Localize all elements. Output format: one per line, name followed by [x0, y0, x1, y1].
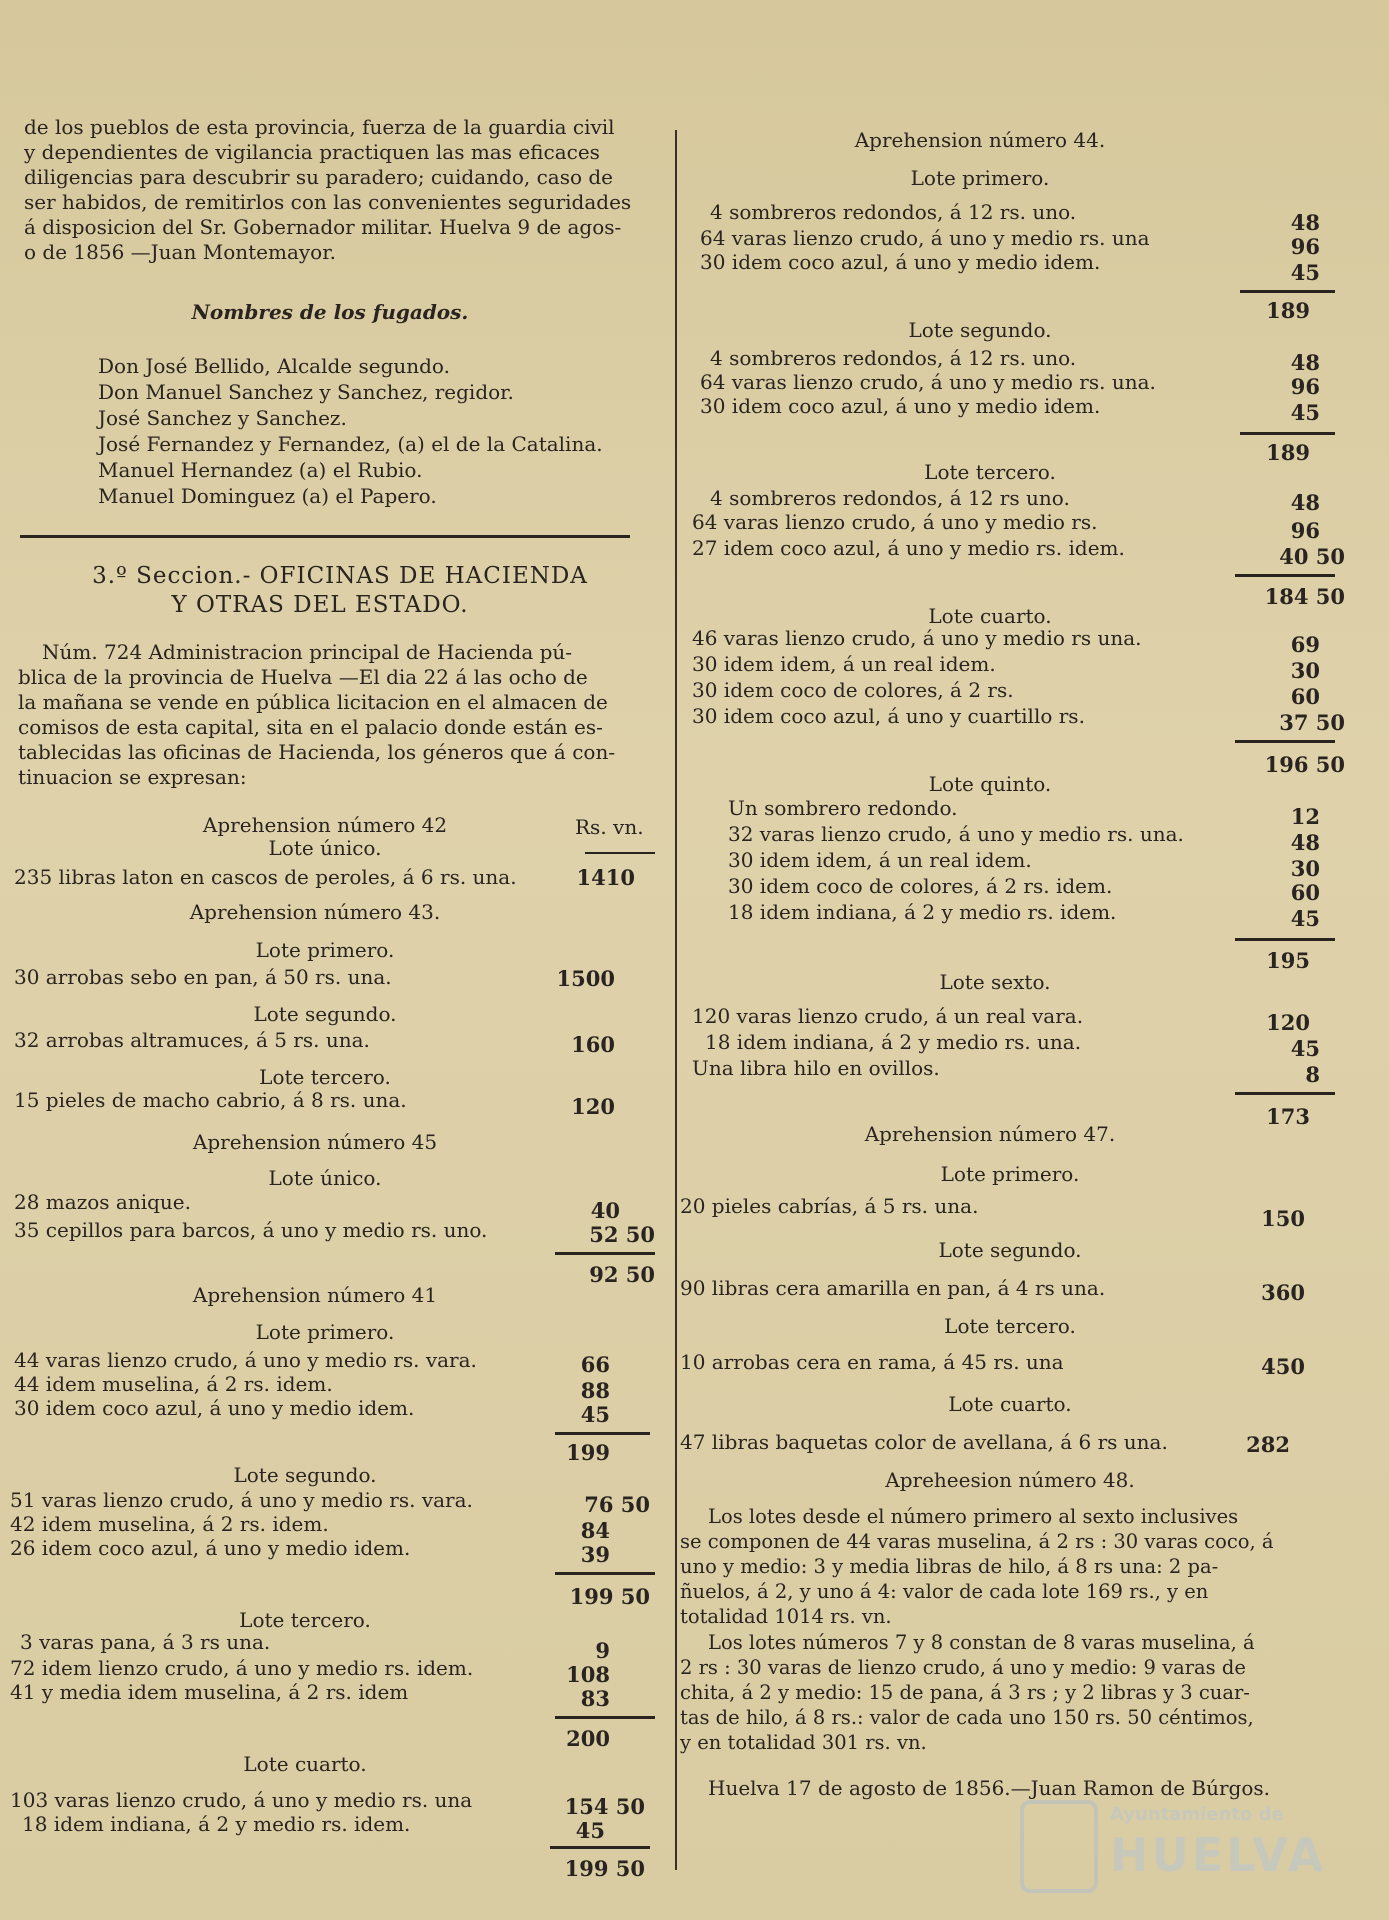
total-amount: 199 50 [564, 1856, 645, 1881]
aprehension-48-heading: Apreheesion número 48. [885, 1468, 1135, 1492]
intro-line: de los pueblos de esta provincia, fuerza de la guardia civil [24, 115, 615, 139]
lote-label: Lote primero. [255, 938, 395, 962]
column-header-rs-vn: Rs. vn. [575, 815, 644, 839]
section-rule [20, 535, 630, 538]
item-row: 41 y media idem muselina, á 2 rs. idem [10, 1680, 409, 1704]
total-rule [1240, 432, 1335, 435]
section-heading-line1: 3.º Seccion.- OFICINAS DE HACIENDA [92, 563, 588, 589]
item-amount: 120 [571, 1094, 615, 1119]
paragraph-line: 2 rs : 30 varas de lienzo crudo, á uno y medio: 9 varas de [680, 1656, 1246, 1679]
lote-label: Lote tercero. [944, 1314, 1076, 1338]
item-row: 4 sombreros redondos, á 12 rs uno. [710, 486, 1070, 510]
item-row: Una libra hilo en ovillos. [692, 1056, 940, 1080]
item-row: 64 varas lienzo crudo, á uno y medio rs. una [700, 226, 1150, 250]
paragraph-line: y en totalidad 301 rs. vn. [680, 1731, 927, 1754]
section-heading-line2: Y OTRAS DEL ESTADO. [171, 592, 469, 618]
item-amount: 84 [580, 1518, 610, 1543]
item-row: 30 idem coco azul, á uno y medio idem. [700, 394, 1101, 418]
paragraph-line: uno y medio: 3 y media libras de hilo, á 8 rs una: 2 pa- [680, 1555, 1219, 1578]
item-amount: 48 [1290, 210, 1320, 235]
item-amount: 76 50 [584, 1492, 650, 1517]
item-row: 35 cepillos para barcos, á uno y medio rs. uno. [14, 1218, 488, 1242]
notice-paragraph [18, 640, 663, 790]
item-row: 30 idem coco azul, á uno y medio idem. [14, 1396, 415, 1420]
total-rule [1235, 740, 1335, 743]
item-row: 18 idem indiana, á 2 y medio rs. una. [705, 1030, 1082, 1054]
item-amount: 45 [575, 1818, 605, 1843]
item-row: 28 mazos anique. [14, 1190, 191, 1214]
fugado-name: Manuel Dominguez (a) el Papero. [98, 484, 437, 508]
item-row: 32 arrobas altramuces, á 5 rs. una. [14, 1028, 370, 1052]
aprehension-45-heading: Aprehension número 45 [192, 1130, 438, 1154]
item-row: 235 libras laton en cascos de peroles, á 6 rs. una. [14, 865, 517, 889]
item-amount: 450 [1261, 1354, 1305, 1379]
fugados-list [98, 353, 658, 509]
item-row: 32 varas lienzo crudo, á uno y medio rs. una. [728, 822, 1184, 846]
item-amount: 154 50 [564, 1794, 645, 1819]
total-amount: 189 [1266, 298, 1310, 323]
aprehension-42-heading: Aprehension número 42 [202, 813, 448, 837]
item-amount: 60 [1290, 684, 1320, 709]
item-row: 90 libras cera amarilla en pan, á 4 rs una. [680, 1276, 1106, 1300]
item-amount: 69 [1290, 632, 1320, 657]
notice-line: comisos de esta capital, sita en el palacio donde están es- [18, 715, 603, 739]
item-row: Un sombrero redondo. [728, 796, 958, 820]
total-rule [1240, 290, 1335, 293]
archive-watermark [1020, 1800, 1350, 1890]
item-row: 3 varas pana, á 3 rs una. [20, 1630, 271, 1654]
item-row: 18 idem indiana, á 2 y medio rs. idem. [728, 900, 1117, 924]
item-row: 51 varas lienzo crudo, á uno y medio rs. vara. [10, 1488, 473, 1512]
item-amount: 9 [595, 1638, 610, 1663]
item-amount: 60 [1290, 880, 1320, 905]
paragraph-line: tas de hilo, á 8 rs.: valor de cada uno 150 rs. 50 céntimos, [680, 1706, 1254, 1729]
notice-line: blica de la provincia de Huelva —El dia 22 á las ocho de [18, 665, 588, 689]
total-amount: 189 [1266, 440, 1310, 465]
lote-label: Lote tercero. [259, 1065, 391, 1089]
intro-line: diligencias para descubrir su paradero; cuidando, caso de [24, 165, 614, 189]
item-amount: 45 [1290, 260, 1320, 285]
intro-line: o de 1856 —Juan Montemayor. [24, 240, 336, 264]
lote-label: Lote único. [268, 1166, 382, 1190]
item-row: 103 varas lienzo crudo, á uno y medio rs. una [10, 1788, 473, 1812]
aprehension-43-heading: Aprehension número 43. [189, 900, 441, 924]
watermark-small-text: Ayuntamiento de [1110, 1804, 1284, 1825]
item-amount: 96 [1290, 518, 1320, 543]
total-rule [550, 1846, 650, 1849]
notice-line: Núm. 724 Administracion principal de Hacienda pú- [42, 640, 573, 664]
item-amount: 108 [566, 1662, 610, 1687]
paragraph-line: se componen de 44 varas muselina, á 2 rs : 30 varas coco, á [680, 1530, 1274, 1553]
paragraph-line: Los lotes números 7 y 8 constan de 8 varas muselina, á [708, 1631, 1255, 1654]
item-amount: 282 [1246, 1432, 1290, 1457]
item-amount: 360 [1261, 1280, 1305, 1305]
item-amount: 1410 [576, 865, 635, 890]
header-rule [585, 852, 655, 854]
item-row: 72 idem lienzo crudo, á uno y medio rs. idem. [10, 1656, 474, 1680]
item-amount: 37 50 [1279, 710, 1345, 735]
item-row: 30 idem coco azul, á uno y cuartillo rs. [692, 704, 1085, 728]
item-amount: 52 50 [589, 1222, 655, 1247]
lote-label: Lote segundo. [233, 1463, 377, 1487]
lote-label: Lote cuarto. [928, 604, 1052, 628]
item-row: 30 arrobas sebo en pan, á 50 rs. una. [14, 965, 392, 989]
item-row: 26 idem coco azul, á uno y medio idem. [10, 1536, 411, 1560]
item-amount: 30 [1290, 856, 1320, 881]
total-amount: 195 [1266, 948, 1310, 973]
watermark-big-text: HUELVA [1110, 1828, 1327, 1882]
item-row: 44 idem muselina, á 2 rs. idem. [14, 1372, 333, 1396]
total-amount: 199 50 [569, 1584, 650, 1609]
item-amount: 120 [1266, 1010, 1310, 1035]
total-amount: 92 50 [589, 1262, 655, 1287]
item-amount: 40 50 [1279, 544, 1345, 569]
item-amount: 48 [1290, 490, 1320, 515]
total-amount: 199 [566, 1440, 610, 1465]
lote-label: Lote primero. [940, 1162, 1080, 1186]
item-row: 42 idem muselina, á 2 rs. idem. [10, 1512, 329, 1536]
intro-line: y dependientes de vigilancia practiquen las mas eficaces [24, 140, 600, 164]
lotes-paragraph-1 [680, 1504, 1320, 1629]
item-amount: 66 [580, 1352, 610, 1377]
item-row: 47 libras baquetas color de avellana, á 6 rs una. [680, 1430, 1168, 1454]
item-amount: 45 [1290, 1036, 1320, 1061]
item-row: 4 sombreros redondos, á 12 rs. uno. [710, 200, 1077, 224]
item-row: 20 pieles cabrías, á 5 rs. una. [680, 1194, 979, 1218]
item-amount: 45 [1290, 400, 1320, 425]
item-row: 10 arrobas cera en rama, á 45 rs. una [680, 1350, 1064, 1374]
lote-label: Lote único. [268, 836, 382, 860]
item-row: 30 idem idem, á un real idem. [728, 848, 1032, 872]
item-amount: 48 [1290, 830, 1320, 855]
lote-label: Lote primero. [255, 1320, 395, 1344]
lote-label: Lote tercero. [924, 460, 1056, 484]
total-rule [555, 1572, 655, 1575]
item-amount: 45 [1290, 906, 1320, 931]
item-row: 27 idem coco azul, á uno y medio rs. idem. [692, 536, 1125, 560]
item-row: 18 idem indiana, á 2 y medio rs. idem. [22, 1812, 411, 1836]
item-amount: 96 [1290, 374, 1320, 399]
item-amount: 8 [1305, 1062, 1320, 1087]
lotes-paragraph-2 [680, 1630, 1320, 1755]
notice-line: tinuacion se expresan: [18, 765, 247, 789]
total-amount: 200 [566, 1726, 610, 1751]
fugado-name: José Fernandez y Fernandez, (a) el de la Catalina. [98, 432, 603, 456]
paragraph-line: Los lotes desde el número primero al sexto inclusives [708, 1505, 1239, 1528]
item-amount: 96 [1290, 234, 1320, 259]
fugado-name: José Sanchez y Sanchez. [98, 406, 347, 430]
item-amount: 88 [580, 1378, 610, 1403]
lote-label: Lote cuarto. [243, 1752, 367, 1776]
fugado-name: Don Manuel Sanchez y Sanchez, regidor. [98, 380, 514, 404]
notice-line: la mañana se vende en pública licitacion en el almacen de [18, 690, 608, 714]
item-amount: 30 [1290, 658, 1320, 683]
lote-label: Lote quinto. [928, 772, 1052, 796]
paragraph-line: ñuelos, á 2, y uno á 4: valor de cada lote 169 rs., y en [680, 1580, 1209, 1603]
item-amount: 39 [580, 1542, 610, 1567]
item-amount: 12 [1290, 804, 1320, 829]
item-amount: 83 [580, 1686, 610, 1711]
item-amount: 160 [571, 1032, 615, 1057]
total-rule [1235, 938, 1335, 941]
fugados-title: Nombres de los fugados. [191, 300, 469, 324]
total-rule [555, 1716, 655, 1719]
item-amount: 45 [580, 1402, 610, 1427]
item-row: 15 pieles de macho cabrio, á 8 rs. una. [14, 1088, 407, 1112]
fugado-name: Don José Bellido, Alcalde segundo. [98, 354, 450, 378]
total-rule [1235, 1092, 1335, 1095]
paragraph-line: chita, á 2 y medio: 15 de pana, á 3 rs ; y 2 libras y 3 cuar- [680, 1681, 1250, 1704]
item-row: 4 sombreros redondos, á 12 rs. uno. [710, 346, 1077, 370]
item-amount: 150 [1261, 1206, 1305, 1231]
item-row: 120 varas lienzo crudo, á un real vara. [692, 1004, 1084, 1028]
fugado-name: Manuel Hernandez (a) el Rubio. [98, 458, 423, 482]
item-amount: 1500 [556, 966, 615, 991]
item-row: 30 idem coco de colores, á 2 rs. idem. [728, 874, 1113, 898]
lote-label: Lote tercero. [239, 1608, 371, 1632]
lote-label: Lote cuarto. [948, 1392, 1072, 1416]
item-row: 30 idem coco de colores, á 2 rs. [692, 678, 1014, 702]
total-rule [555, 1432, 650, 1435]
signature-line: Huelva 17 de agosto de 1856.—Juan Ramon de Búrgos. [708, 1776, 1271, 1800]
item-amount: 40 [590, 1198, 620, 1223]
total-rule [1235, 574, 1335, 577]
total-amount: 173 [1266, 1104, 1310, 1129]
item-amount: 48 [1290, 350, 1320, 375]
lote-label: Lote sexto. [939, 970, 1051, 994]
total-amount: 196 50 [1264, 752, 1345, 777]
lote-label: Lote segundo. [908, 318, 1052, 342]
intro-line: á disposicion del Sr. Gobernador militar. Huelva 9 de agos- [24, 215, 622, 239]
item-row: 30 idem coco azul, á uno y medio idem. [700, 250, 1101, 274]
intro-paragraph [24, 115, 664, 265]
coat-of-arms-icon [1020, 1800, 1098, 1893]
aprehension-44-heading: Aprehension número 44. [854, 128, 1106, 152]
paragraph-line: totalidad 1014 rs. vn. [680, 1605, 892, 1628]
total-rule [555, 1252, 655, 1255]
lote-label: Lote primero. [910, 166, 1050, 190]
notice-line: tablecidas las oficinas de Hacienda, los géneros que á con- [18, 740, 616, 764]
total-amount: 184 50 [1264, 584, 1345, 609]
column-divider [675, 130, 677, 1870]
item-row: 64 varas lienzo crudo, á uno y medio rs. una. [700, 370, 1156, 394]
lote-label: Lote segundo. [253, 1002, 397, 1026]
intro-line: ser habidos, de remitirlos con las convenientes seguridades [24, 190, 632, 214]
aprehension-47-heading: Aprehension número 47. [864, 1122, 1116, 1146]
item-row: 46 varas lienzo crudo, á uno y medio rs una. [692, 626, 1142, 650]
item-row: 30 idem idem, á un real idem. [692, 652, 996, 676]
lote-label: Lote segundo. [938, 1238, 1082, 1262]
item-row: 44 varas lienzo crudo, á uno y medio rs. vara. [14, 1348, 477, 1372]
aprehension-41-heading: Aprehension número 41 [192, 1283, 438, 1307]
item-row: 64 varas lienzo crudo, á uno y medio rs. [692, 510, 1098, 534]
